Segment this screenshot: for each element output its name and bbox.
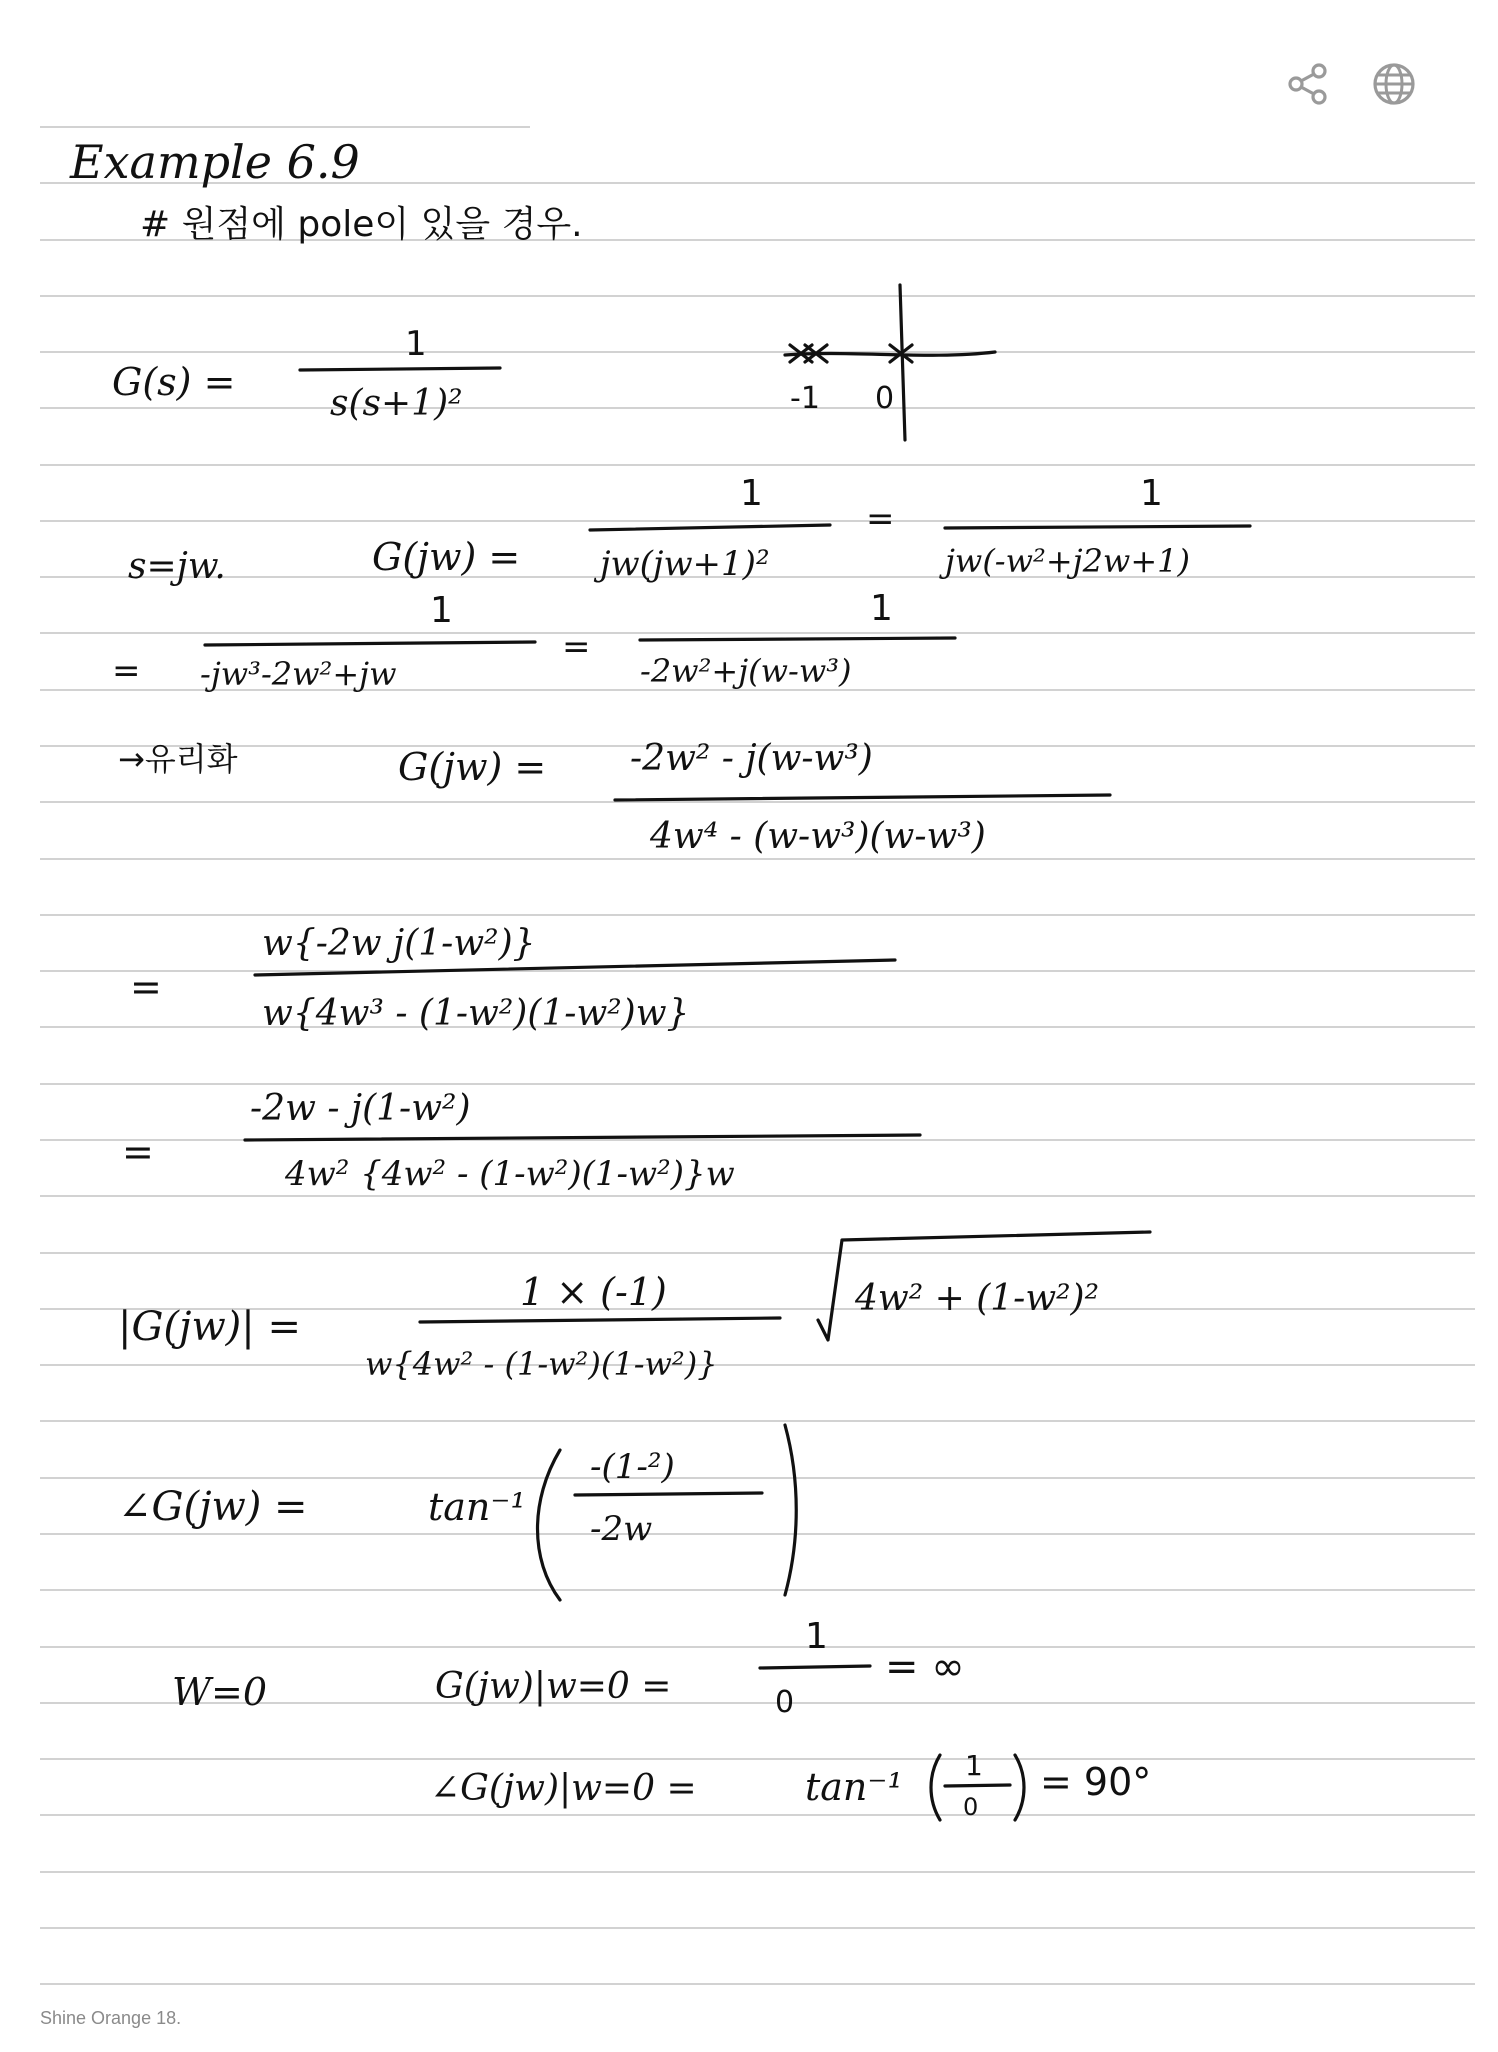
w0-phase-left-paren	[931, 1755, 940, 1820]
rationalize-label: →유리화	[118, 740, 238, 778]
w0-label: W=0	[172, 1670, 268, 1714]
magnitude-numerator: 1 × (-1)	[520, 1270, 667, 1314]
phase-label: ∠G(jw) =	[118, 1484, 308, 1530]
line3-numerator-1: 1	[430, 590, 453, 631]
line3-numerator-2: 1	[870, 588, 893, 629]
phase-right-paren	[785, 1425, 796, 1595]
line3-fraction-bar-1	[205, 642, 535, 645]
substitution-label: s=jw.	[128, 546, 226, 587]
pole-label-zero: 0	[875, 381, 895, 416]
gjw-denominator-1: jw(jw+1)²	[600, 544, 770, 584]
gjw-denominator-2: jw(-w²+j2w+1)	[945, 542, 1190, 580]
magnitude-denominator: w{4w² - (1-w²)(1-w²)}	[365, 1345, 718, 1383]
gjw-label: G(jw) =	[372, 535, 521, 579]
gjw-fraction-bar-1	[590, 525, 830, 530]
line3-equals: =	[112, 651, 141, 691]
step3-numerator: -2w - j(1-w²)	[250, 1088, 471, 1129]
w0-magnitude-fraction-bar	[760, 1666, 870, 1668]
gs-label: G(s) =	[112, 360, 236, 404]
w0-phase-denominator: 0	[963, 1793, 979, 1821]
rat-label: G(jw) =	[398, 745, 547, 789]
gjw-numerator-2: 1	[1140, 473, 1163, 514]
gjw-numerator-1: 1	[740, 473, 763, 514]
magnitude-fraction-bar	[420, 1318, 780, 1322]
line3-denominator-2: -2w²+j(w-w³)	[640, 652, 852, 690]
phase-function: tan⁻¹	[428, 1485, 526, 1529]
footer-brand: Shine Orange 18.	[40, 2008, 182, 2028]
phase-denominator: -2w	[590, 1509, 653, 1549]
note-title: Example 6.9	[70, 135, 360, 189]
step3-denominator: 4w² {4w² - (1-w²)(1-w²)}w	[285, 1154, 735, 1194]
magnitude-label: |G(jw)| =	[118, 1304, 301, 1350]
rat-fraction-bar	[615, 795, 1110, 800]
step2-denominator: w{4w³ - (1-w²)(1-w²)w}	[262, 993, 690, 1034]
equals-sign: =	[130, 965, 162, 1009]
equals-sign: =	[122, 1130, 154, 1174]
pole-zero-sketch	[785, 285, 995, 440]
w0-phase-right-paren	[1015, 1755, 1024, 1820]
w0-magnitude-denominator: 0	[775, 1685, 795, 1720]
equals-sign: =	[562, 627, 591, 667]
magnitude-sqrt-content: 4w² + (1-w²)²	[855, 1278, 1100, 1319]
gs-numerator: 1	[405, 324, 427, 364]
w0-magnitude-numerator: 1	[805, 1616, 828, 1657]
phase-numerator: -(1-²)	[590, 1447, 675, 1487]
pole-label-minus-one: -1	[790, 381, 820, 416]
line3-denominator-1: -jw³-2w²+jw	[200, 655, 397, 693]
line3-fraction-bar-2	[640, 638, 955, 640]
phase-fraction-bar	[575, 1493, 762, 1495]
w0-phase-fraction-bar	[945, 1785, 1010, 1786]
w0-magnitude-label: G(jw)|w=0 =	[435, 1666, 672, 1707]
equals-sign: =	[866, 499, 895, 539]
share-button[interactable]	[1282, 58, 1334, 110]
w0-phase-result: = 90°	[1040, 1760, 1152, 1804]
note-subtitle: # 원점에 pole이 있을 경우.	[140, 204, 583, 245]
rat-numerator: -2w² - j(w-w³)	[630, 738, 873, 779]
w0-phase-label: ∠G(jw)|w=0 =	[430, 1768, 697, 1809]
gjw-fraction-bar-2	[945, 526, 1250, 528]
step2-numerator: w{-2w j(1-w²)}	[262, 923, 536, 964]
share-icon	[1282, 58, 1334, 110]
w0-magnitude-result: = ∞	[885, 1644, 965, 1690]
globe-icon	[1368, 58, 1420, 110]
w0-phase-numerator: 1	[965, 1749, 983, 1782]
w0-phase-function: tan⁻¹	[805, 1765, 903, 1809]
rat-denominator: 4w⁴ - (w-w³)(w-w³)	[650, 816, 986, 857]
gs-fraction-bar	[300, 368, 500, 370]
gs-denominator: s(s+1)²	[330, 383, 463, 424]
phase-left-paren	[538, 1450, 561, 1600]
globe-button[interactable]	[1368, 58, 1420, 110]
